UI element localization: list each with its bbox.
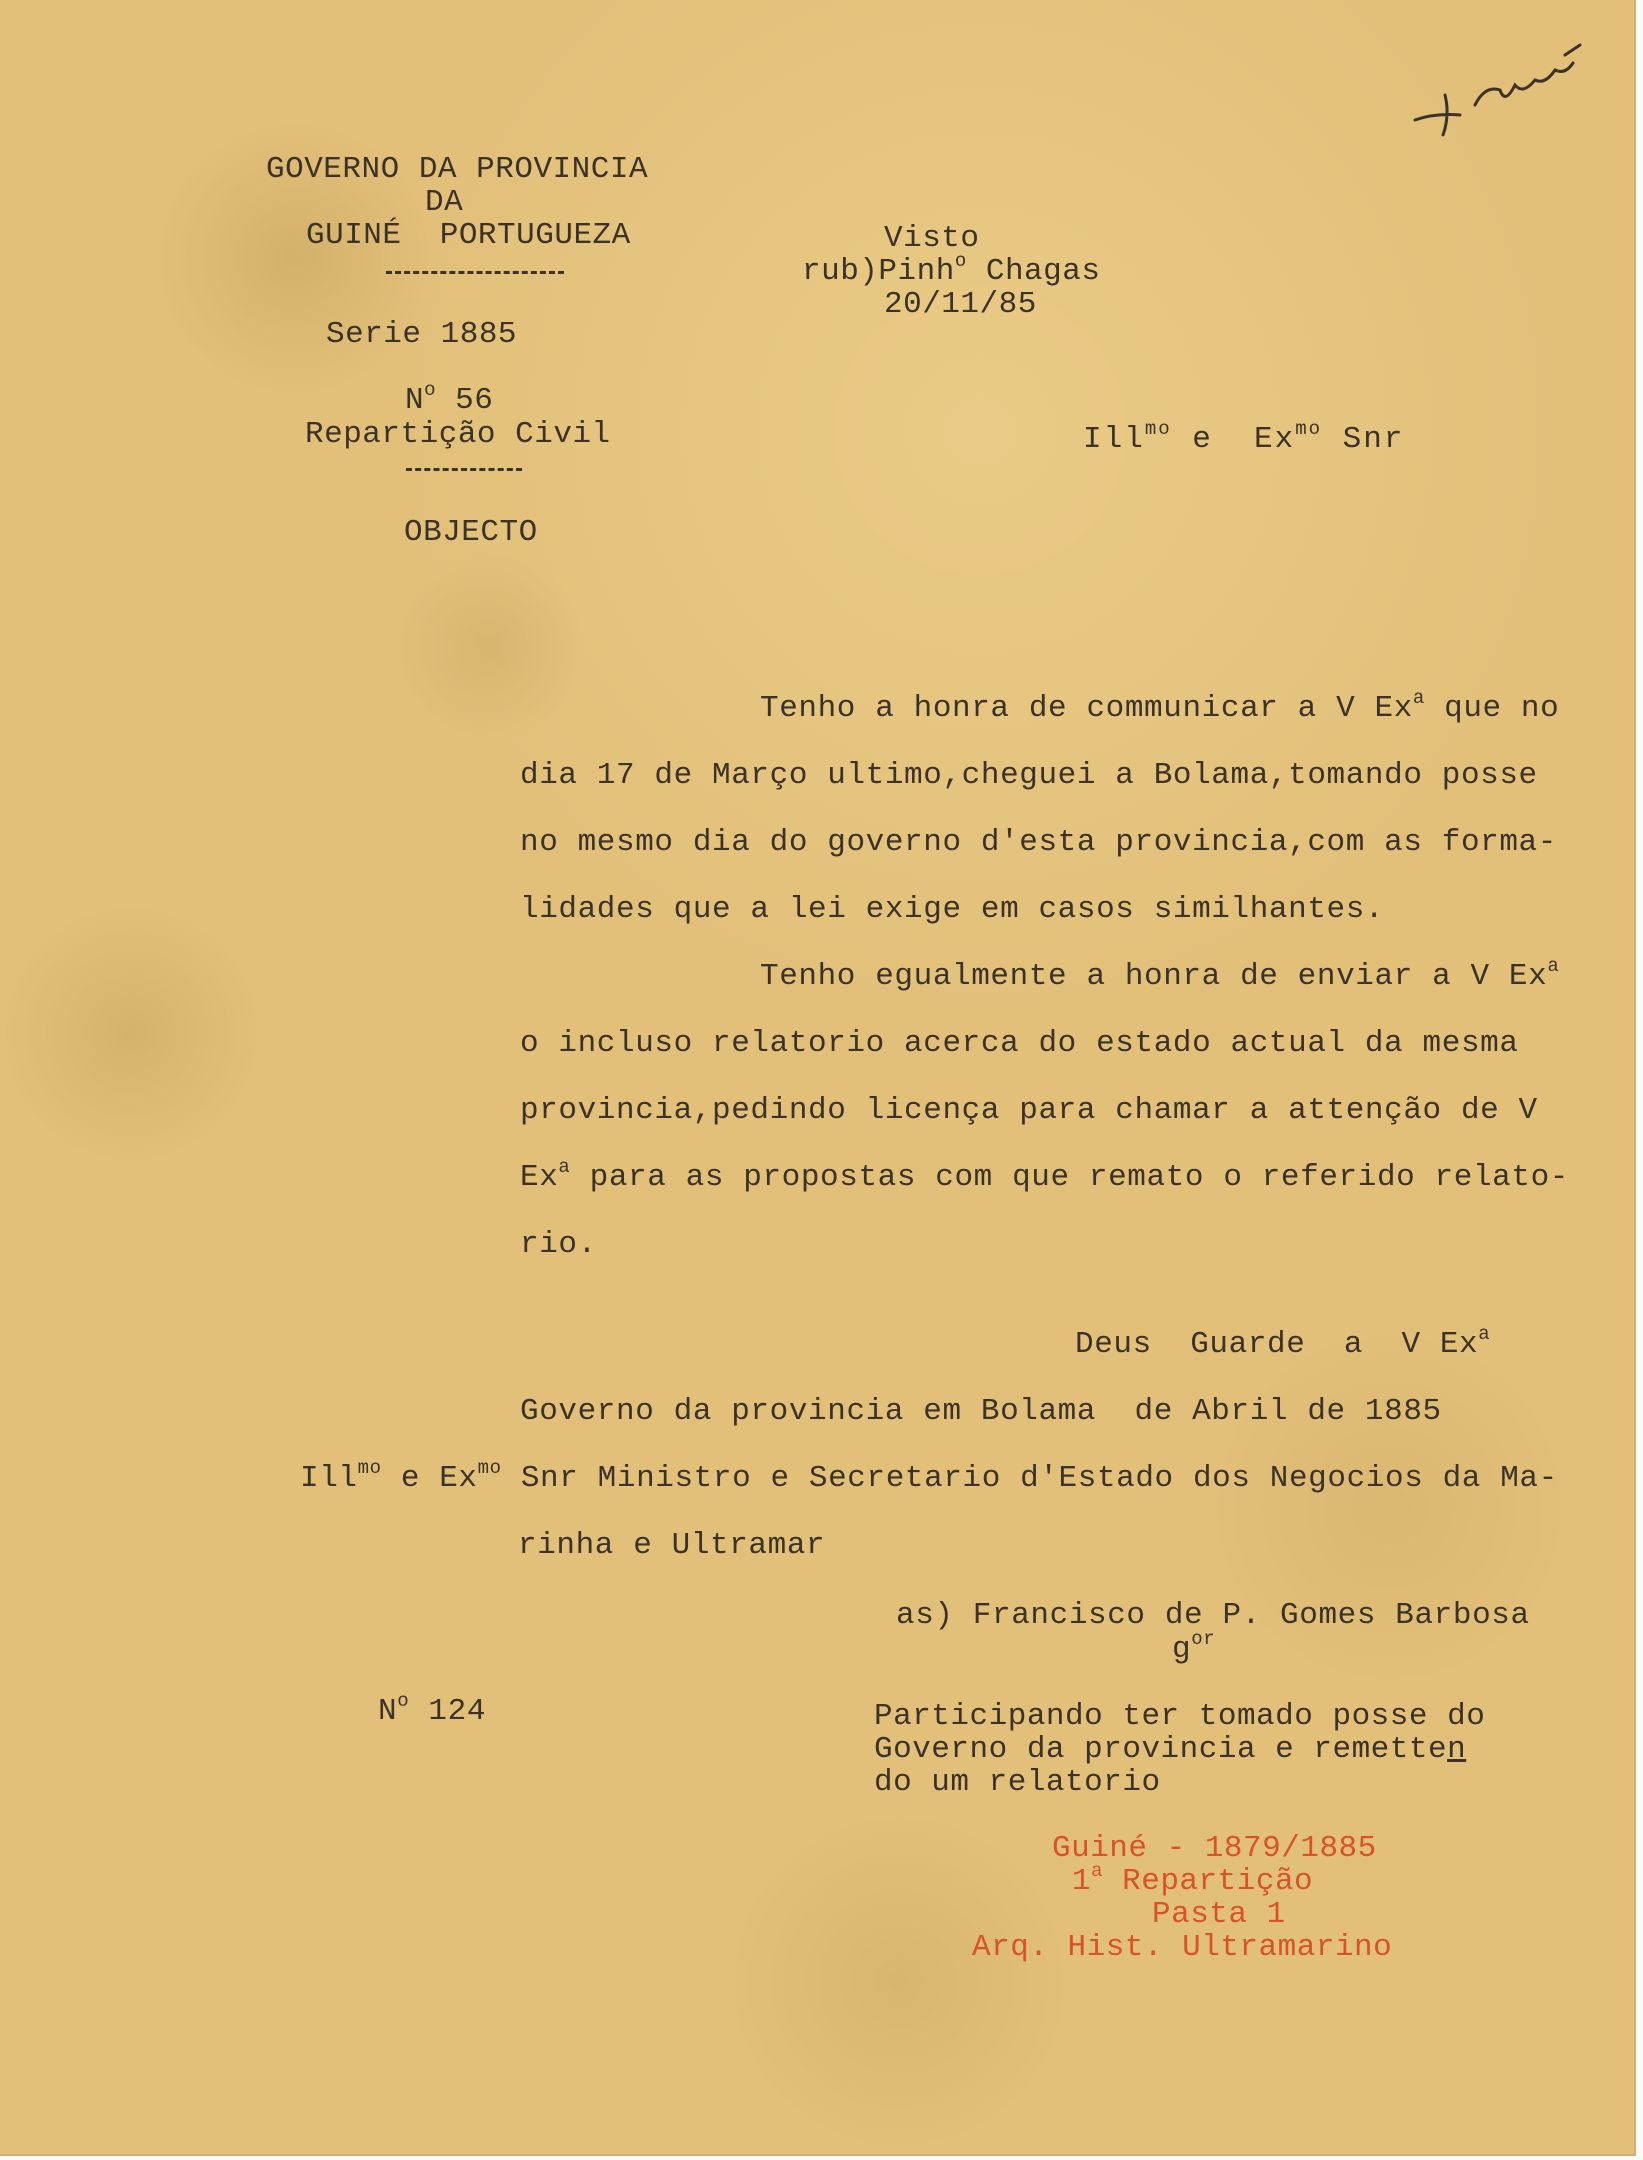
signatory-title: $g^{or}$ — [1172, 1628, 1216, 1667]
reparticao-label: Repartição Civil — [305, 417, 611, 452]
objecto-label: OBJECTO — [404, 515, 538, 550]
visto-date: 20/11/85 — [884, 287, 1037, 322]
summary-note-line: do um relatorio — [874, 1765, 1161, 1800]
body-line: no mesmo dia do governo d'esta provincia,com as forma- — [520, 825, 1557, 860]
signatory: as) Francisco de P. Gomes Barbosa — [896, 1598, 1530, 1633]
body-line: dia 17 de Março ultimo,cheguei a Bolama,tomando posse — [520, 758, 1538, 793]
visto-rubric: rub)Pinh$^o$ Chagas — [802, 250, 1101, 289]
handwritten-signature — [1405, 25, 1605, 145]
body-line: o incluso relatorio acerca do estado actual da mesma — [520, 1026, 1519, 1061]
document-number: $N^o$ 56 — [405, 379, 494, 418]
header-guine: GUINÉ PORTUGUEZA — [306, 218, 631, 253]
archive-stamp-line: Pasta 1 — [1152, 1897, 1286, 1932]
visto-label: Visto — [884, 221, 980, 256]
header-government: GOVERNO DA PROVINCIA — [266, 152, 649, 187]
closing-addressee-cont: rinha e Ultramar — [518, 1528, 826, 1563]
body-line: lidades que a lei exige em casos similhantes. — [520, 892, 1385, 927]
body-line: Tenho a honra de communicar a V Ex$^a$ que no — [760, 687, 1560, 726]
closing-addressee: Ill$^{mo}$ e $Ex^{mo}$ Snr Ministro e Secretario d'Estado dos Negocios da Ma- — [300, 1457, 1558, 1496]
archive-stamp-line: 1$^a$ Repartição — [1072, 1860, 1314, 1899]
summary-note-line: Participando ter tomado posse do — [874, 1699, 1486, 1734]
body-line: provincia,pedindo licença para chamar a attenção de V — [520, 1093, 1538, 1128]
header-divider — [386, 271, 564, 274]
salutation: Ill$^{mo}$ e $Ex^{mo}$ Snr — [1083, 418, 1405, 457]
archive-stamp-line: Guiné - 1879/1885 — [1052, 1831, 1377, 1866]
summary-note-line: Governo da provincia e remetten — [874, 1732, 1467, 1767]
register-number: $N^o$ 124 — [378, 1690, 487, 1729]
closing-place-date: Governo da provincia em Bolama de Abril de 1885 — [520, 1394, 1442, 1429]
reparticao-divider — [406, 468, 522, 471]
archive-stamp-line: Arq. Hist. Ultramarino — [972, 1930, 1393, 1965]
body-line: Ex$^a$ para as propostas com que remato o referido relato- — [520, 1156, 1569, 1195]
header-da: DA — [425, 185, 464, 220]
body-line: rio. — [520, 1227, 597, 1262]
closing-deus-guarde: Deus Guarde a V Ex$^a$ — [1075, 1323, 1491, 1362]
body-line: Tenho egualmente a honra de enviar a V Ex$^a$ — [760, 955, 1560, 994]
serie-label: Serie 1885 — [326, 317, 518, 352]
